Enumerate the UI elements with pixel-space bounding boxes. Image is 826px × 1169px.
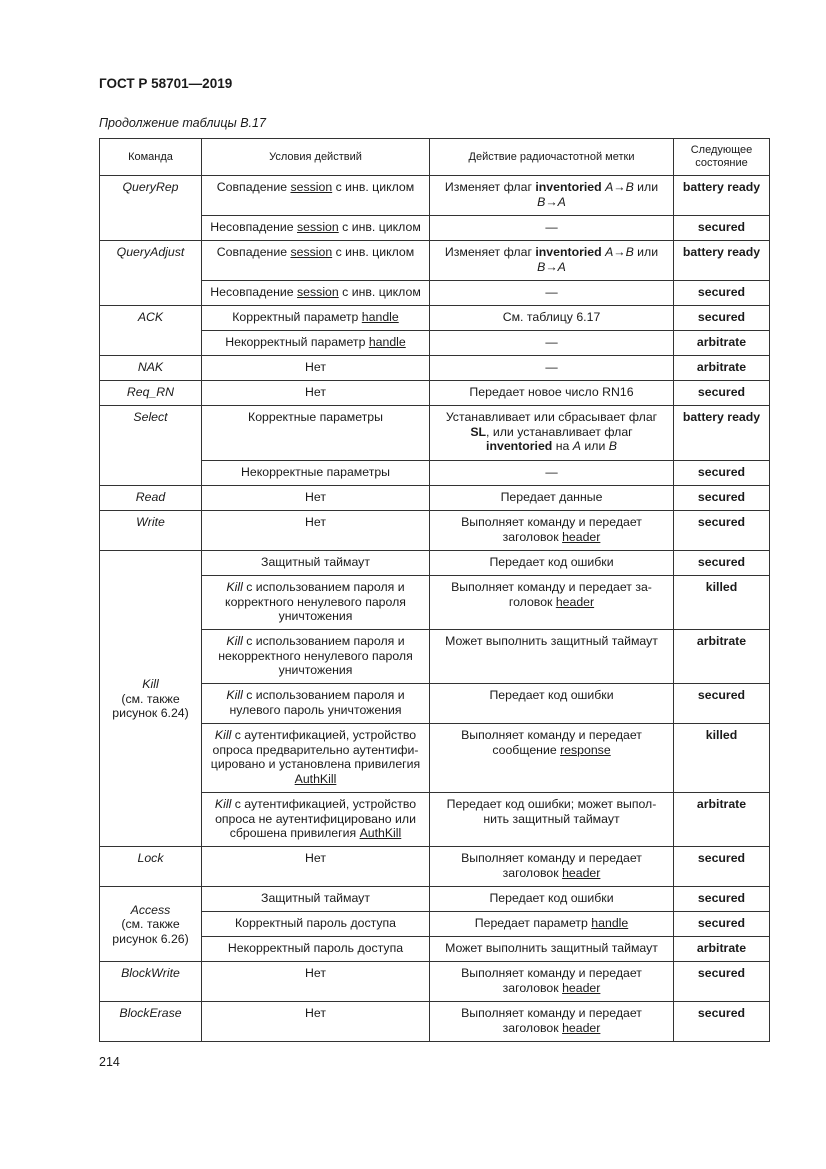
table-row — [100, 176, 770, 216]
state-cell: secured — [674, 306, 770, 331]
command-cell: BlockErase — [100, 1002, 202, 1042]
action-cell: Передает код ошибки — [430, 551, 674, 576]
action-cell: — — [430, 331, 674, 356]
table-row — [100, 356, 770, 381]
state-cell: killed — [674, 724, 770, 793]
condition-cell: Защитный таймаут — [202, 551, 430, 576]
command-cell: Write — [100, 511, 202, 551]
action-cell: Выполняет команду и передает заголовок header — [430, 576, 674, 630]
action-cell: — — [430, 216, 674, 241]
condition-cell: Нет — [202, 1002, 430, 1042]
condition-cell: Kill с аутентификацией, устройство опроса не аутентифицировано или сброшена привилегия AuthKill — [202, 793, 430, 847]
action-cell: Выполняет команду и передает сообщение response — [430, 724, 674, 793]
state-cell: secured — [674, 511, 770, 551]
condition-cell: Kill с использованием пароля и нулевого пароль уничтожения — [202, 684, 430, 724]
condition-cell: Некорректные параметры — [202, 461, 430, 486]
header-command: Команда — [100, 139, 202, 176]
condition-cell: Kill с использованием пароля и некорректного ненулевого пароля уничтожения — [202, 630, 430, 684]
condition-cell: Несовпадение session с инв. циклом — [202, 216, 430, 241]
command-cell: Access (см. также рисунок 6.26) — [100, 887, 202, 962]
header-conditions: Условия действий — [202, 139, 430, 176]
action-cell: Передает параметр handle — [430, 912, 674, 937]
state-cell: battery ready — [674, 406, 770, 461]
condition-cell: Некорректный пароль доступа — [202, 937, 430, 962]
condition-cell: Некорректный параметр handle — [202, 331, 430, 356]
command-cell: Lock — [100, 847, 202, 887]
table-row — [100, 306, 770, 331]
state-cell: arbitrate — [674, 937, 770, 962]
command-cell: QueryRep — [100, 176, 202, 241]
state-cell: secured — [674, 461, 770, 486]
action-cell: — — [430, 461, 674, 486]
condition-cell: Нет — [202, 381, 430, 406]
action-cell: — — [430, 356, 674, 381]
command-cell: BlockWrite — [100, 962, 202, 1002]
command-table — [99, 138, 770, 1042]
state-cell: arbitrate — [674, 356, 770, 381]
action-cell: Может выполнить защитный таймаут — [430, 630, 674, 684]
action-cell: Передает новое число RN16 — [430, 381, 674, 406]
action-cell: Передает код ошибки; может выполнить защитный таймаут — [430, 793, 674, 847]
command-cell: QueryAdjust — [100, 241, 202, 306]
state-cell: secured — [674, 1002, 770, 1042]
action-cell: Выполняет команду и передает заголовок header — [430, 1002, 674, 1042]
action-cell: Может выполнить защитный таймаут — [430, 937, 674, 962]
condition-cell: Защитный таймаут — [202, 887, 430, 912]
document-header: ГОСТ Р 58701—2019 — [99, 76, 233, 91]
state-cell: secured — [674, 551, 770, 576]
state-cell: killed — [674, 576, 770, 630]
state-cell: arbitrate — [674, 793, 770, 847]
table-caption: Продолжение таблицы В.17 — [99, 116, 266, 130]
command-cell: ACK — [100, 306, 202, 356]
state-cell: arbitrate — [674, 630, 770, 684]
header-tag-action: Действие радиочастотной метки — [430, 139, 674, 176]
condition-cell: Нет — [202, 847, 430, 887]
condition-cell: Kill с использованием пароля и корректного ненулевого пароля уничтожения — [202, 576, 430, 630]
table-row — [100, 1002, 770, 1042]
condition-cell: Совпадение session с инв. циклом — [202, 176, 430, 216]
action-cell: Передает код ошибки — [430, 684, 674, 724]
command-cell: NAK — [100, 356, 202, 381]
state-cell: secured — [674, 281, 770, 306]
state-cell: arbitrate — [674, 331, 770, 356]
table-row — [100, 962, 770, 1002]
state-cell: battery ready — [674, 176, 770, 216]
condition-cell: Корректные параметры — [202, 406, 430, 461]
table-row — [100, 486, 770, 511]
state-cell: secured — [674, 887, 770, 912]
command-cell: Req_RN — [100, 381, 202, 406]
state-cell: secured — [674, 962, 770, 1002]
table-row — [100, 887, 770, 912]
command-cell: Read — [100, 486, 202, 511]
action-cell: Выполняет команду и передает заголовок header — [430, 847, 674, 887]
condition-cell: Несовпадение session с инв. циклом — [202, 281, 430, 306]
table-row — [100, 241, 770, 281]
condition-cell: Нет — [202, 511, 430, 551]
table-row — [100, 511, 770, 551]
state-cell: secured — [674, 847, 770, 887]
state-cell: secured — [674, 684, 770, 724]
action-cell: Выполняет команду и передает заголовок header — [430, 962, 674, 1002]
state-cell: secured — [674, 381, 770, 406]
command-cell: Select — [100, 406, 202, 486]
state-cell: secured — [674, 486, 770, 511]
action-cell: Выполняет команду и передает заголовок header — [430, 511, 674, 551]
table-row — [100, 406, 770, 461]
condition-cell: Нет — [202, 356, 430, 381]
action-cell: Изменяет флаг inventoried A→B или B→A — [430, 241, 674, 281]
action-cell: Устанавливает или сбрасывает флаг SL, или устанавливает флаг inventoried на A или B — [430, 406, 674, 461]
condition-cell: Нет — [202, 962, 430, 1002]
state-cell: battery ready — [674, 241, 770, 281]
command-cell: Kill (см. также рисунок 6.24) — [100, 551, 202, 847]
condition-cell: Kill с аутентификацией, устройство опроса предварительно аутентифицировано и установлена привилегия AuthKill — [202, 724, 430, 793]
condition-cell: Нет — [202, 486, 430, 511]
action-cell: Передает данные — [430, 486, 674, 511]
header-next-state: Следующее состояние — [674, 139, 770, 176]
table-row — [100, 551, 770, 576]
action-cell: Изменяет флаг inventoried A→B или B→A — [430, 176, 674, 216]
action-cell: См. таблицу 6.17 — [430, 306, 674, 331]
action-cell: Передает код ошибки — [430, 887, 674, 912]
condition-cell: Корректный пароль доступа — [202, 912, 430, 937]
state-cell: secured — [674, 216, 770, 241]
table-header-row — [100, 139, 770, 176]
condition-cell: Корректный параметр handle — [202, 306, 430, 331]
table-row — [100, 847, 770, 887]
table-row — [100, 381, 770, 406]
state-cell: secured — [674, 912, 770, 937]
condition-cell: Совпадение session с инв. циклом — [202, 241, 430, 281]
action-cell: — — [430, 281, 674, 306]
page-number: 214 — [99, 1055, 120, 1069]
